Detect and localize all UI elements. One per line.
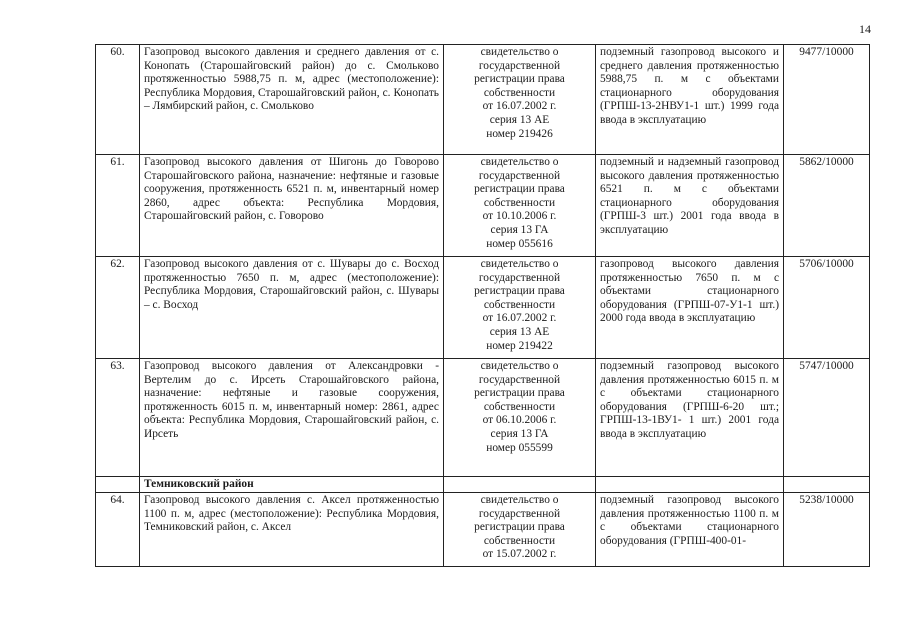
row-number: 63. [96,359,140,477]
object-description: Газопровод высокого давления от Шигонь до Говорово Старошайговского района, назначение: нефтяные и газовые сооружения, протяженность 6521 п. м, инвентарный номер 2860, адрес объекта: Республика Мордовия, Старошайговский район, с. Говорово [140,155,444,257]
table-row [96,359,870,477]
registration-certificate: свидетельство о государственной регистрации права собственности от 06.10.2006 г. серия 13 ГА номер 055599 [444,359,596,477]
row-number: 64. [96,493,140,567]
registration-certificate: свидетельство о государственной регистрации права собственности от 16.07.2002 г. серия 13 АЕ номер 219422 [444,257,596,359]
object-characteristics: подземный газопровод высокого и среднего давления протяженностью 5988,75 п. м с объектами стационарного оборудования (ГРПШ-13-2НВУ1-1 шт.) 1999 года ввода в эксплуатацию [596,45,784,155]
ownership-share: 9477/10000 [784,45,870,155]
registration-certificate: свидетельство о государственной регистрации права собственности от 10.10.2006 г. серия 13 ГА номер 055616 [444,155,596,257]
section-header-row [96,477,870,493]
row-number: 61. [96,155,140,257]
object-characteristics: газопровод высокого давления протяженностью 7650 п. м с объектами стационарного оборудования (ГРПШ-07-У1-1 шт.) 2000 года ввода в эксплуатацию [596,257,784,359]
row-number: 62. [96,257,140,359]
registration-certificate: свидетельство о государственной регистрации права собственности от 15.07.2002 г. [444,493,596,567]
ownership-share: 5706/10000 [784,257,870,359]
section-title: Темниковский район [140,477,444,493]
row-number: 60. [96,45,140,155]
ownership-share: 5862/10000 [784,155,870,257]
table-row [96,257,870,359]
object-characteristics: подземный газопровод высокого давления протяженностью 1100 п. м с объектами стационарного оборудования (ГРПШ-400-01- [596,493,784,567]
object-characteristics: подземный газопровод высокого давления протяженностью 6015 п. м с объектами стационарного оборудования (ГРПШ-6-20 шт.; ГРПШ-13-1ВУ1- 1 шт.) 2001 года ввода в эксплуатацию [596,359,784,477]
ownership-share: 5238/10000 [784,493,870,567]
page-number: 14 [859,22,871,36]
ownership-share: 5747/10000 [784,359,870,477]
object-description: Газопровод высокого давления с. Аксел протяженностью 1100 п. м, адрес (местоположение): Республика Мордовия, Темниковский район, с. Аксел [140,493,444,567]
object-characteristics: подземный и надземный газопровод высокого давления протяженностью 6521 п. м с объектами стационарного оборудования (ГРПШ-3 шт.) 2001 года ввода в эксплуатацию [596,155,784,257]
object-description: Газопровод высокого давления и среднего давления от с. Конопать (Старошайговский район) до с. Смольково протяженностью 5988,75 п. м, адрес (местоположение): Республика Мордовия, Старошайговский район, с. Конопать – Лямбирский район, с. Смольково [140,45,444,155]
object-description: Газопровод высокого давления от с. Шувары до с. Восход протяженностью 7650 п. м, адрес (местоположение): Республика Мордовия, Старошайговский район, с. Шувары – с. Восход [140,257,444,359]
object-description: Газопровод высокого давления от Александровки - Вертелим до с. Ирсеть Старошайговского района, назначение: нефтяные и газовые сооружения, протяженность 6015 п. м, инвентарный номер: 2861, адрес объекта: Республика Мордовия, Старошайговский район, с. Ирсеть [140,359,444,477]
table-row [96,493,870,567]
table-row [96,45,870,155]
table-row [96,155,870,257]
registration-certificate: свидетельство о государственной регистрации права собственности от 16.07.2002 г. серия 13 АЕ номер 219426 [444,45,596,155]
property-register-table [95,44,870,567]
